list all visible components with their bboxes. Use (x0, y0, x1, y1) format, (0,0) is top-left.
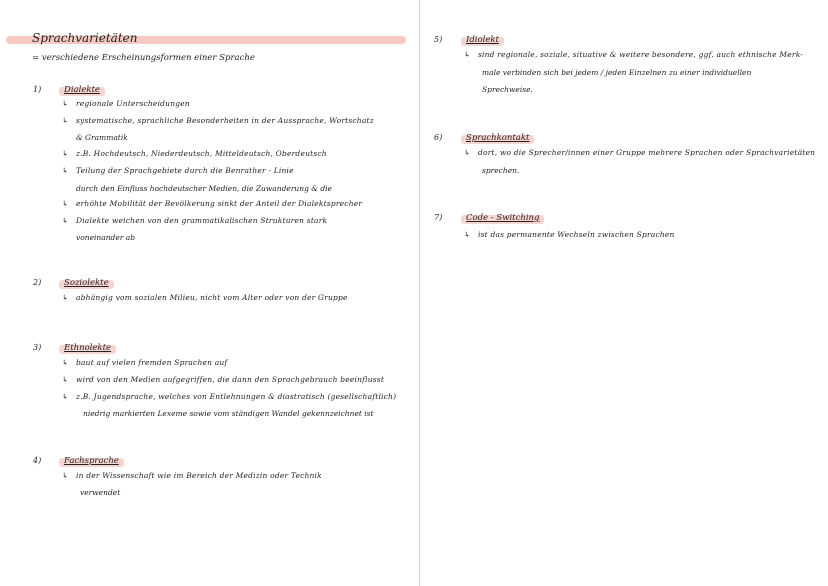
list-item-continuation: & Grammatik (76, 133, 128, 142)
page-title: Sprachvarietäten (32, 31, 138, 45)
right-page (420, 0, 828, 586)
section-number: 7) (434, 213, 443, 222)
list-item-continuation: male verbinden sich bei jedem / jeden Einzelnen zu einer individuellen (482, 68, 752, 77)
list-item: ↳ regionale Unterscheidungen (62, 99, 190, 108)
list-item: ↳ erhöhte Mobilität der Bevölkerung sinkt der Anteil der Dialektsprecher (62, 199, 363, 208)
section-number: 5) (434, 35, 443, 44)
section-number: 3) (33, 343, 42, 352)
section-heading: Ethnolekte (62, 343, 113, 353)
list-item: ↳ Teilung der Sprachgebiete durch die Benrather - Linie (62, 166, 294, 175)
section-number: 1) (33, 85, 42, 94)
section-heading: Idiolekt (464, 35, 501, 45)
section-heading: Dialekte (62, 85, 102, 95)
list-item: ↳ sind regionale, soziale, situative & weitere besondere, ggf. auch ethnische Merk- (464, 50, 804, 59)
list-item: ↳ wird von den Medien aufgegriffen, die dann den Sprachgebrauch beeinflusst (62, 375, 385, 384)
section-heading: Code - Switching (464, 213, 541, 223)
page-subtitle: = verschiedene Erscheinungsformen einer Sprache (32, 53, 255, 63)
section-heading: Fachsprache (62, 456, 121, 466)
list-item: ↳ abhängig vom sozialen Milieu, nicht vom Alter oder von der Gruppe (62, 293, 348, 302)
list-item: ↳ Dialekte weichen von den grammatikalischen Strukturen stark (62, 216, 328, 225)
list-item-continuation: verwendet (80, 488, 121, 497)
section-heading: Sprachkontakt (464, 133, 531, 143)
list-item: ↳ ist das permanente Wechseln zwischen Sprachen (464, 230, 675, 239)
list-item: ↳ dort, wo die Sprecher/innen einer Gruppe mehrere Sprachen oder Sprachvarietäten (464, 148, 816, 157)
list-item: ↳ z.B. Jugendsprache, welches von Entlehnungen & diastratisch (gesellschaftlich) (62, 392, 397, 401)
list-item-continuation: sprechen. (482, 166, 520, 175)
list-item-continuation: voneinander ab (76, 233, 136, 242)
section-number: 6) (434, 133, 443, 142)
list-item-continuation: durch den Einfluss hochdeutscher Medien, die Zuwanderung & die (76, 184, 332, 193)
list-item-continuation: niedrig markierten Lexeme sowie vom ständigen Wandel gekennzeichnet ist (83, 409, 374, 418)
section-number: 4) (33, 456, 42, 465)
list-item-continuation: Sprechweise. (482, 85, 533, 94)
list-item: ↳ in der Wissenschaft wie im Bereich der Medizin oder Technik (62, 471, 322, 480)
section-heading: Soziolekte (62, 278, 111, 288)
list-item: ↳ z.B. Hochdeutsch, Niederdeutsch, Mitteldeutsch, Oberdeutsch (62, 149, 327, 158)
list-item: ↳ systematische, sprachliche Besonderheiten in der Aussprache, Wortschatz (62, 116, 374, 125)
list-item: ↳ baut auf vielen fremden Sprachen auf (62, 358, 228, 367)
section-number: 2) (33, 278, 42, 287)
